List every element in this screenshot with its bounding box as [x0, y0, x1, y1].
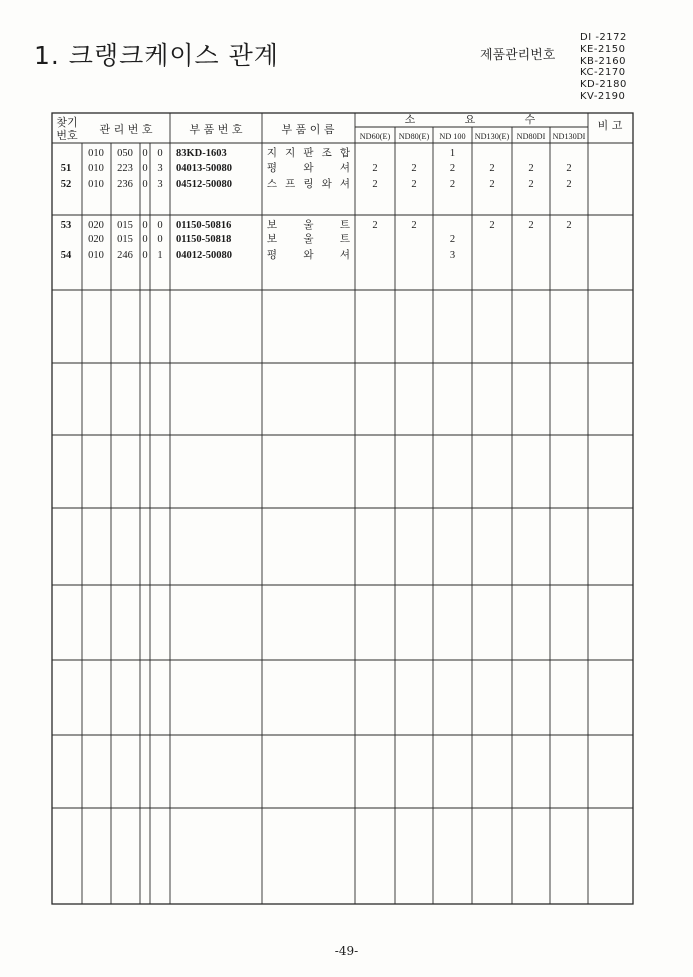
mgmt-no-4: 1 [157, 250, 163, 261]
mgmt-no-4: 3 [157, 163, 163, 174]
header-model: ND80(E) [398, 132, 430, 141]
part-name-char: 셔 [339, 249, 351, 261]
model-item: DI -2172 [580, 32, 627, 43]
part-name-char: 트 [339, 219, 351, 231]
part-name-char: 울 [303, 233, 314, 245]
model-item: KC-2170 [580, 67, 626, 79]
mgmt-no-4: 0 [157, 234, 163, 245]
part-name-char: 와 [321, 178, 332, 190]
qty-value: 2 [528, 220, 534, 231]
header-remarks: 비 고 [597, 119, 623, 132]
mgmt-no-1: 010 [88, 179, 104, 190]
mgmt-no-2: 050 [117, 148, 133, 159]
qty-value: 2 [411, 179, 417, 190]
header-model: ND80DI [516, 132, 546, 141]
model-item: KD-2180 [580, 79, 627, 91]
mgmt-no-3: 0 [142, 220, 148, 231]
header-model: ND60(E) [359, 132, 391, 141]
part-number: 04012-50080 [176, 250, 232, 261]
part-number: 04512-50080 [176, 179, 232, 190]
mgmt-no-2: 015 [117, 234, 133, 245]
mgmt-no-2: 223 [117, 163, 133, 174]
mgmt-no-2: 015 [117, 220, 133, 231]
page-title: 1. 크랭크케이스 관계 [34, 41, 279, 70]
header-part-no: 부 품 번 호 [189, 123, 243, 136]
part-name-char: 울 [303, 219, 314, 231]
find-number: 54 [60, 250, 72, 261]
part-name-char: 셔 [339, 178, 351, 190]
mgmt-no-3: 0 [142, 250, 148, 261]
qty-value: 2 [449, 163, 456, 174]
part-name-char: 지 [285, 147, 296, 159]
header-qty: 소 [404, 113, 416, 126]
mgmt-no-4: 3 [157, 179, 163, 190]
header-part-name: 부 품 이 름 [281, 123, 335, 136]
find-number: 52 [60, 179, 72, 190]
mgmt-no-1: 010 [88, 250, 104, 261]
qty-value: 2 [372, 220, 378, 231]
header-model: ND130DI [552, 132, 586, 141]
qty-value: 2 [528, 163, 534, 174]
part-name-char: 와 [303, 249, 314, 261]
part-name-char: 보 [266, 233, 278, 245]
product-number-label: 제품관리번호 [480, 48, 556, 63]
qty-value: 1 [449, 148, 456, 159]
mgmt-no-1: 020 [88, 234, 104, 245]
qty-value: 2 [489, 163, 495, 174]
qty-value: 2 [566, 163, 572, 174]
header-qty: 수 [524, 113, 536, 126]
qty-value: 2 [566, 179, 572, 190]
part-name-char: 판 [303, 147, 314, 159]
mgmt-no-1: 020 [88, 220, 104, 231]
mgmt-no-4: 0 [157, 148, 163, 159]
part-name-char: 조 [321, 147, 332, 159]
part-name-char: 링 [303, 178, 314, 190]
find-number: 53 [60, 220, 72, 231]
qty-value: 3 [449, 250, 456, 261]
table-frame [52, 113, 633, 904]
qty-value: 2 [449, 234, 456, 245]
mgmt-no-2: 246 [117, 250, 133, 261]
qty-value: 2 [449, 179, 456, 190]
part-number: 04013-50080 [176, 163, 232, 174]
header-model: ND 100 [439, 132, 466, 141]
model-item: KB-2160 [580, 55, 626, 67]
mgmt-no-2: 236 [117, 179, 133, 190]
mgmt-no-3: 0 [142, 234, 148, 245]
part-number: 01150-50818 [176, 234, 232, 245]
mgmt-no-3: 0 [142, 179, 148, 190]
header-model: ND130(E) [474, 132, 510, 141]
qty-value: 2 [489, 220, 495, 231]
part-number: 83KD-1603 [176, 148, 227, 159]
model-item: KE-2150 [580, 43, 626, 55]
part-name-char: 프 [285, 178, 296, 190]
mgmt-no-1: 010 [88, 148, 104, 159]
qty-value: 2 [372, 179, 378, 190]
part-name-char: 스 [266, 178, 278, 190]
mgmt-no-1: 010 [88, 163, 104, 174]
mgmt-no-3: 0 [142, 163, 148, 174]
part-name-char: 트 [339, 233, 351, 245]
header-qty: 요 [464, 113, 476, 126]
part-name-char: 평 [266, 249, 278, 261]
part-name-char: 평 [266, 162, 278, 174]
part-name-char: 와 [303, 162, 314, 174]
part-name-char: 보 [266, 219, 278, 231]
qty-value: 2 [411, 220, 417, 231]
qty-value: 2 [411, 163, 417, 174]
part-name-char: 지 [266, 147, 278, 159]
header-find-no: 찾기 [56, 116, 78, 129]
qty-value: 2 [489, 179, 495, 190]
part-number: 01150-50816 [176, 220, 232, 231]
model-item: KV-2190 [580, 90, 626, 102]
mgmt-no-4: 0 [157, 220, 163, 231]
part-name-char: 셔 [339, 162, 351, 174]
page-number: -49- [334, 944, 359, 958]
part-name-char: 합 [339, 147, 351, 159]
qty-value: 2 [566, 220, 572, 231]
find-number: 51 [60, 163, 72, 174]
header-find-no: 번호 [56, 129, 78, 142]
mgmt-no-3: 0 [142, 148, 148, 159]
qty-value: 2 [528, 179, 534, 190]
qty-value: 2 [372, 163, 378, 174]
header-mgmt-no: 관 리 번 호 [99, 123, 153, 136]
